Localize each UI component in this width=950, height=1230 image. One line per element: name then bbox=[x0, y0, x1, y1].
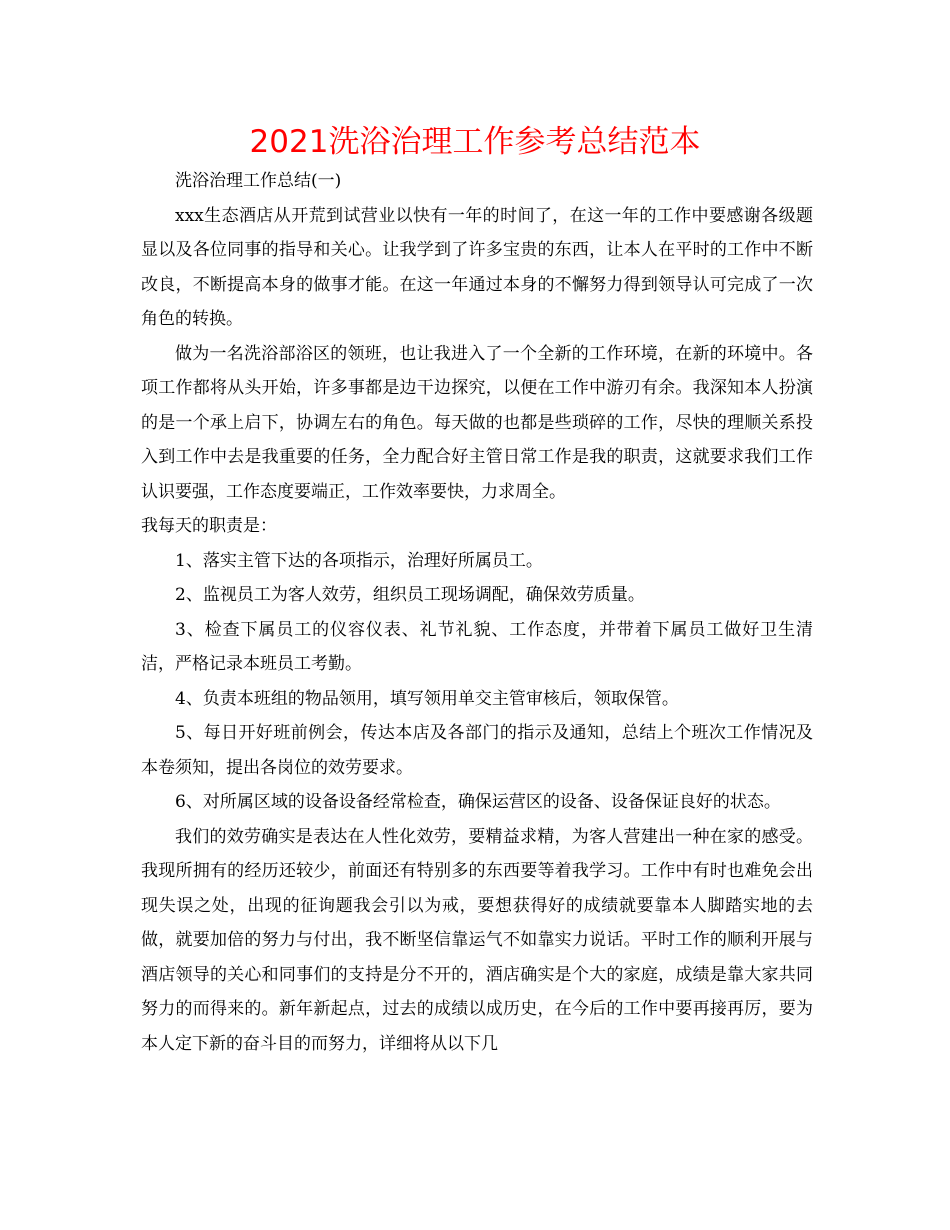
paragraph-duties-heading: 我每天的职责是： bbox=[141, 516, 277, 536]
subtitle: 洗浴治理工作总结(一) bbox=[175, 171, 342, 191]
document-title: 2021洗浴治理工作参考总结范本 bbox=[249, 124, 701, 160]
document-body bbox=[141, 164, 813, 1061]
list-item: 5、每日开好班前例会，传达本店及各部门的指示及通知，总结上个班次工作情况及本卷须知，提出各岗位的效劳要求。 bbox=[141, 723, 813, 778]
list-item: 1、落实主管下达的各项指示，治理好所属员工。 bbox=[175, 550, 543, 571]
list-item: 3、检查下属员工的仪容仪表、礼节礼貌、工作态度，并带着下属员工做好卫生清洁，严格记录本班员工考勤。 bbox=[141, 619, 813, 674]
list-item: 2、监视员工为客人效劳，组织员工现场调配，确保效劳质量。 bbox=[175, 585, 645, 605]
list-item: 6、对所属区域的设备设备经常检查，确保运营区的设备、设备保证良好的状态。 bbox=[175, 792, 781, 812]
list-item: 4、负责本班组的物品领用，填写领用单交主管审核后，领取保管。 bbox=[175, 688, 679, 709]
paragraph-intro: xxx生态酒店从开荒到试营业以快有一年的时间了，在这一年的工作中要感谢各级题显以及各位同事的指导和关心。让我学到了许多宝贵的东西，让本人在平时的工作中不断改良，不断提高本身的做事才能。在这一年通过本身的不懈努力得到领导认可完成了一次角色的转换。 bbox=[141, 205, 813, 329]
paragraph-role: 做为一名洗浴部浴区的领班，也让我进入了一个全新的工作环境，在新的环境中。各项工作都将从头开始，许多事都是边干边探究，以便在工作中游刃有余。我深知本人扮演的是一个承上启下，协调左右的角色。每天做的也都是些琐碎的工作，尽快的理顺关系投入到工作中去是我重要的任务，全力配合好主管日常工作是我的职责，这就要求我们工作认识要强，工作态度要端正，工作效率要快，力求周全。 bbox=[141, 343, 813, 502]
paragraph-service: 我们的效劳确实是表达在人性化效劳，要精益求精，为客人营建出一种在家的感受。我现所拥有的经历还较少，前面还有特别多的东西要等着我学习。工作中有时也难免会出现失误之处，出现的征询题我会引以为戒，要想获得好的成绩就要靠本人脚踏实地的去做，就要加倍的努力与付出，我不断坚信靠运气不如靠实力说话。平时工作的顺利开展与酒店领导的关心和同事们的支持是分不开的，酒店确实是个大的家庭，成绩是靠大家共同努力的而得来的。新年新起点，过去的成绩以成历史，在今后的工作中要再接再厉，要为本人定下新的奋斗目的而努力，详细将从以下几 bbox=[141, 826, 813, 1054]
